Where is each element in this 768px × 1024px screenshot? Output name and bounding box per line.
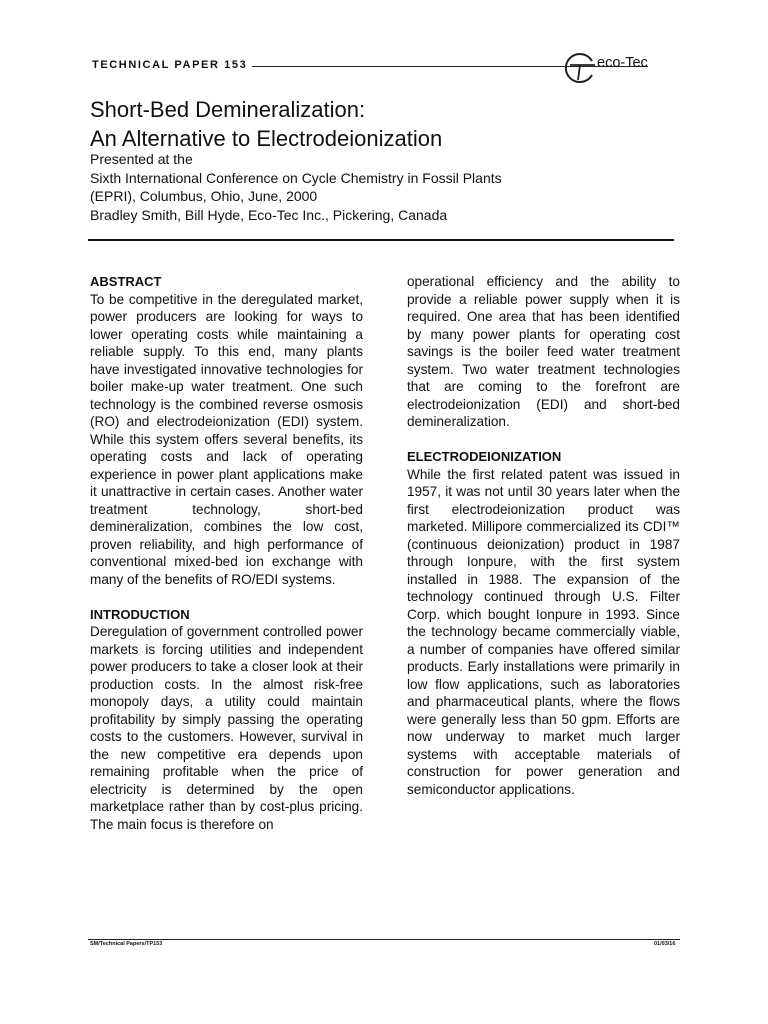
paper-title	[90, 95, 442, 153]
footer-file-path: SM/Technical Papers/TP153	[90, 941, 163, 947]
introduction-heading: INTRODUCTION	[90, 606, 190, 622]
venue-date-line: (EPRI), Columbus, Ohio, June, 2000	[90, 188, 318, 204]
title-divider	[88, 239, 674, 241]
authors-line: Bradley Smith, Bill Hyde, Eco-Tec Inc., Pickering, Canada	[90, 206, 448, 223]
title-line-2: An Alternative to Electrodeionization	[90, 126, 443, 151]
left-column	[90, 273, 363, 833]
introduction-text-part1: Deregulation of government controlled power markets is forcing utilities and independent power producers to take a closer look at their production costs. In the almost risk-free monopoly days, a utility could maintain profitability by simply passing the operating costs to the customers. However, survival in the new competitive era depends upon remaining profitable when the price of electricity is determined by the open marketplace rather than by cost-plus pricing. The main focus is therefore on	[90, 624, 363, 832]
title-line-1: Short-Bed Demineralization:	[90, 97, 366, 122]
conference-line: Sixth International Conference on Cycle Chemistry in Fossil Plants	[90, 169, 502, 186]
introduction-text-part2: operational efficiency and the ability to provide a reliable power supply when it is required. One area that has been identified by many power plants for operating cost savings is the boiler feed water treatment system. Two water treatment technologies that are coming to the forefront are electrodeionization (EDI) and short-bed demineralization.	[407, 274, 680, 429]
presentation-info	[90, 150, 502, 224]
footer-date: 01/03/16	[654, 941, 676, 947]
right-column	[407, 273, 680, 798]
abstract-heading: ABSTRACT	[90, 274, 162, 289]
technical-paper-label: TECHNICAL PAPER 153	[92, 59, 248, 71]
abstract-text: To be competitive in the deregulated market, power producers are looking for ways to lower operating costs while maintaining a reliable supply. To this end, many plants have investigated innovative technologies for boiler make-up water treatment. One such technology is the combined reverse osmosis (RO) and electrodeionization (EDI) system. While this system offers several benefits, its operating costs and lack of operating experience in power plant applications make it unattractive in certain cases. Another water treatment technology, short-bed demineralization, combines the low cost, proven reliability, and high performance of conventional mixed-bed ion exchange with many of the benefits of RO/EDI systems.	[90, 291, 363, 587]
presented-at-line: Presented at the	[90, 151, 193, 167]
electrodeionization-heading: ELECTRODEIONIZATION	[407, 449, 562, 464]
electrodeionization-text: While the first related patent was issued in 1957, it was not until 30 years later when the first electrodeionization product was marketed. Millipore commercialized its CDI™ (continuous deionization) product in 1987 through Ionpure, with the first system installed in 1988. The expansion of the technology continued through U.S. Filter Corp. which bought Ionpure in 1993. Since the technology became commercially viable, a number of companies have offered similar products. Early installations were primarily in low flow applications, such as laboratories and pharmaceutical plants, where the flows were generally less than 50 gpm. Efforts are now underway to market much larger systems with acceptable materials of construction for power generation and semiconductor applications.	[407, 466, 680, 797]
logo-wordmark: eco-Tec	[597, 55, 648, 71]
page-header	[92, 50, 677, 86]
eco-tec-logo-icon	[563, 51, 597, 85]
eco-tec-logo	[563, 50, 683, 86]
footer-divider	[88, 939, 680, 940]
